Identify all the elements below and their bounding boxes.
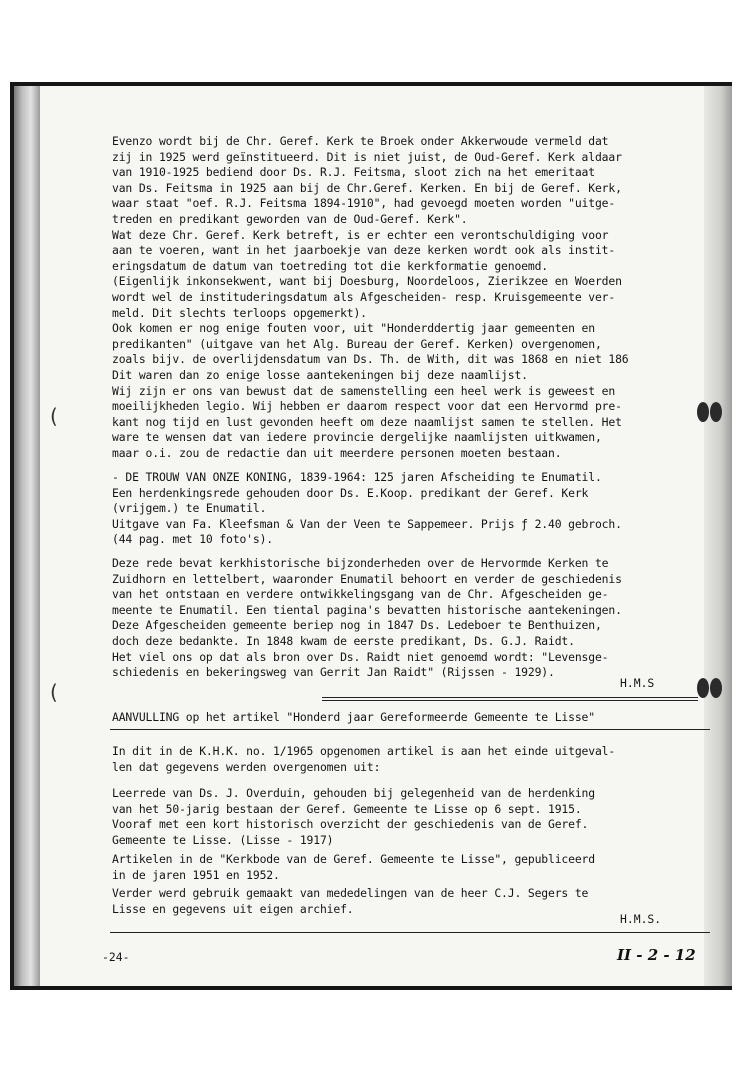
punch-mark-icon: ( — [50, 404, 58, 428]
paragraph-rede-enumatil: Deze rede bevat kerkhistorische bijzonderheden over de Hervormde Kerken te Zuidhorn en lettelbert, waaronder Enumatil behoort en verder de geschiedenis van het ontstaan en verdere ontwikkelingsgang van de Chr. Afgescheiden ge- meente te Enumatil. Een tiental pagina's bevatten historische aantekeningen. Deze Afgescheiden gemeente beriep nog in 1847 Ds. Ledeboer te Benthuizen, doch deze bedankte. In 1848 kwam de eerste predikant, Ds. G.J. Raidt. Het viel ons op dat als bron over Ds. Raidt niet genoemd wordt: "Levensge- schiedenis en bekeringsweg van Gerrit Jan Raidt" (Rijssen - 1929). — [112, 556, 622, 680]
signature-hms-2: H.M.S. — [620, 912, 662, 926]
punch-mark-icon: ( — [50, 680, 58, 704]
paragraph-segers: Verder werd gebruik gemaakt van mededelingen van de heer C.J. Segers te Lisse en gegevens uit eigen archief. — [112, 886, 589, 916]
paragraph-broek-feitsma: Evenzo wordt bij de Chr. Geref. Kerk te Broek onder Akkerwoude vermeld dat zij in 1925 werd geïnstitueerd. Dit is niet juist, de Oud-Geref. Kerk aldaar van 1910-1925 bediend door Ds. R.J. Feitsma, sloot zich na het emeritaat van Ds. Feitsma in 1925 aan bij de Chr.Geref. Kerken. En bij de Geref. Kerk, waar staat "oef. R.J. Feitsma 1894-1910", had gevoegd moeten worden "uitge- treden en predikant geworden van de Oud-Geref. Kerk". Wat deze Chr. Geref. Kerk betreft, is er echter een verontschuldiging voor aan te voeren, want in het jaarboekje van deze kerken wordt ook als instit- eringsdatum de datum van toetreding tot die kerkformatie genoemd. (Eigenlijk inkonsekwent, want bij Doesburg, Noordeloos, Zierikzee en Woerden wordt wel de instituderingsdatum als Afgescheiden- resp. Kruisgemeente ver- meld. Dit slechts terloops opgemerkt). Ook komen er nog enige fouten voor, uit "Honderddertig jaar gemeenten en predikanten" (uitgave van het Alg. Bureau der Geref. Kerken) overgenomen, zoals bijv. de overlijdensdatum van Ds. Th. de With, dit was 1868 en niet 186 — [112, 134, 629, 367]
binder-hole-icon — [697, 678, 709, 698]
bottom-rule — [110, 932, 710, 933]
divider-line — [322, 697, 698, 698]
paragraph-leerrede: Leerrede van Ds. J. Overduin, gehouden bij gelegenheid van de herdenking van het 50-jarig bestaan der Geref. Gemeente te Lisse op 6 sept. 1915. Vooraf met een kort historisch overzicht der geschiedenis van de Geref. Gemeente te Lisse. (Lisse - 1917) — [112, 786, 595, 847]
divider-line — [322, 700, 698, 701]
page-number: -24- — [102, 950, 130, 964]
paragraph-kerkbode: Artikelen in de "Kerkbode van de Geref. Gemeente te Lisse", gepubliceerd in de jaren 1951 en 1952. — [112, 852, 595, 882]
paragraph-naamlijst: Dit waren dan zo enige losse aantekeningen bij deze naamlijst. Wij zijn er ons van bewust dat de samenstelling een heel werk is geweest en moeilijkheden legio. Wij hebben er daarom respect voor dat een Hervormd pre- kant nog tijd en lust gevonden heeft om deze naamlijst samen te stellen. Het ware te wensen dat van iedere provincie dergelijke naamlijsten uitkwamen, maar o.i. zou de redactie dan uit meerdere personen moeten bestaan. — [112, 368, 622, 460]
paragraph-khk: In dit in de K.H.K. no. 1/1965 opgenomen artikel is aan het einde uitgeval- len dat gegevens werden overgenomen uit: — [112, 744, 616, 774]
book-binding — [14, 86, 40, 986]
heading-aanvulling: AANVULLING op het artikel "Honderd jaar Gereformeerde Gemeente te Lisse" — [112, 710, 595, 724]
heading-underline — [110, 729, 710, 730]
archive-code: II - 2 - 12 — [617, 946, 696, 964]
signature-hms: H.M.S — [620, 676, 655, 690]
binder-hole-icon — [710, 678, 722, 698]
paragraph-trouw-koning: - DE TROUW VAN ONZE KONING, 1839-1964: 125 jaren Afscheiding te Enumatil. Een herdenkingsrede gehouden door Ds. E.Koop. predikant der Geref. Kerk (vrijgem.) te Enumatil. Uitgave van Fa. Kleefsman & Van der Veen te Sappemeer. Prijs ƒ 2.40 gebroch. (44 pag. met 10 foto's). — [112, 470, 622, 547]
